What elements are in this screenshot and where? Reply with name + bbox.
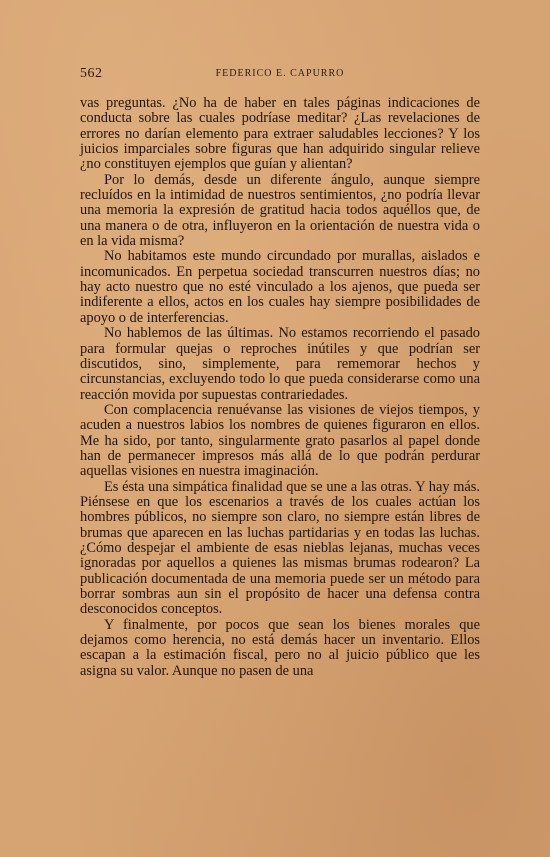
paragraph: Con complacencia renuévanse las visiones de viejos tiempos, y acuden a nuestros labios los nombres de quienes figuraron en ellos. Me ha sido, por tanto, singularmente grato pasarlos al papel donde han de permanecer impresos más allá de lo que podrán perdurar aquellas visiones en nuestra imaginación. [80,401,480,480]
running-head: FEDERICO E. CAPURRO [215,68,345,79]
paragraph-continued: vas preguntas. ¿No ha de haber en tales páginas indicaciones de conducta sobre las cuales podríase meditar? ¿Las revelaciones de errores no darían elemento para extraer saludables lecciones? Y los juicios imparciales sobre figuras que han adquirido singular relieve ¿no constituyen ejemplos que guían y alientan? [80,95,480,173]
paragraph: Por lo demás, desde un diferente ángulo, aunque siempre recluídos en la intimidad de nuestros sentimientos, ¿no podría llevar una memoria la expresión de gratitud hacia todos aquéllos que, de una manera o de otra, influyeron en la orientación de nuestra vida o en la vida misma? [80,171,480,250]
paragraph: No hablemos de las últimas. No estamos recorriendo el pasado para formular quejas o reproches inútiles y que podrían ser discutidos, sino, simplemente, para rememorar hechos y circunstancias, excluyendo todo lo que pueda considerarse como una reacción movida por supuestas contrariedades. [80,325,480,403]
paragraph: Es ésta una simpática finalidad que se une a las otras. Y hay más. Piénsese en que los escenarios a través de los cuales actúan los hombres públicos, no siempre son claro, no siempre están libres de brumas que aparecen en las luchas partidarias y en todas las luchas. ¿Cómo despejar el ambiente de esas nieblas lejanas, muchas veces ignoradas por aquellos a quienes las mismas brumas rodearon? La publicación documentada de una memoria puede ser un método para borrar sombras aun sin el propósito de hacer una defensa contra desconocidos conceptos. [80,478,480,618]
paragraph: Y finalmente, por pocos que sean los bienes morales que dejamos como herencia, no está demás hacer un inventario. Ellos escapan a la estimación fiscal, pero no al juicio público que les asigna su valor. Aunque no pasen de una [80,616,480,679]
paragraph: No habitamos este mundo circundado por murallas, aislados e incomunicados. En perpetua sociedad transcurren nuestros días; no hay acto nuestro que no esté vinculado a los ajenos, que pueda ser indiferente a ellos, actos en los cuales hay siempre posibilidades de apoyo o de interferencias. [80,248,480,326]
page-number: 562 [80,66,103,81]
body-text [80,96,480,679]
page-header [80,66,480,82]
